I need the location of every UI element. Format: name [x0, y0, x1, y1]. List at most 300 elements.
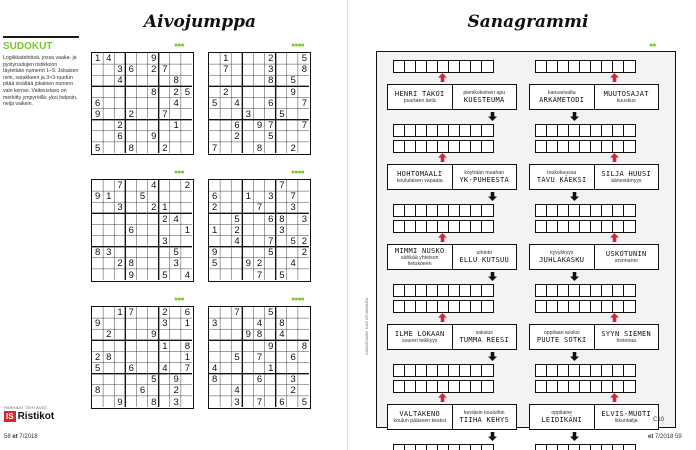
sudoku-empty-cell[interactable] [182, 236, 193, 247]
sudoku-empty-cell[interactable] [103, 64, 114, 75]
sudoku-empty-cell[interactable] [114, 318, 125, 329]
sudoku-empty-cell[interactable] [137, 397, 148, 408]
sudoku-empty-cell[interactable] [220, 374, 231, 385]
sudoku-empty-cell[interactable] [171, 236, 182, 247]
sudoku-empty-cell[interactable] [159, 120, 170, 131]
sudoku-empty-cell[interactable] [276, 120, 287, 131]
sudoku-empty-cell[interactable] [126, 341, 137, 352]
sudoku-empty-cell[interactable] [231, 109, 242, 120]
sudoku-empty-cell[interactable] [288, 120, 299, 131]
sudoku-empty-cell[interactable] [182, 143, 193, 154]
sudoku-empty-cell[interactable] [137, 329, 148, 340]
sudoku-empty-cell[interactable] [209, 236, 220, 247]
sudoku-empty-cell[interactable] [231, 87, 242, 98]
sudoku-empty-cell[interactable] [231, 329, 242, 340]
sudoku-empty-cell[interactable] [254, 191, 265, 202]
sudoku-empty-cell[interactable] [92, 270, 103, 281]
sudoku-empty-cell[interactable] [220, 329, 231, 340]
sudoku-empty-cell[interactable] [137, 259, 148, 270]
sudoku-empty-cell[interactable] [182, 214, 193, 225]
sudoku-empty-cell[interactable] [220, 363, 231, 374]
sudoku-empty-cell[interactable] [92, 120, 103, 131]
sudoku-empty-cell[interactable] [243, 225, 254, 236]
sudoku-empty-cell[interactable] [171, 64, 182, 75]
sudoku-empty-cell[interactable] [254, 132, 265, 143]
sudoku-empty-cell[interactable] [137, 307, 148, 318]
sudoku-empty-cell[interactable] [276, 259, 287, 270]
sudoku-empty-cell[interactable] [209, 120, 220, 131]
answer-boxes[interactable] [535, 140, 636, 153]
sudoku-empty-cell[interactable] [220, 132, 231, 143]
sudoku-empty-cell[interactable] [182, 202, 193, 213]
sudoku-empty-cell[interactable] [299, 202, 310, 213]
sudoku-empty-cell[interactable] [148, 341, 159, 352]
sudoku-empty-cell[interactable] [148, 270, 159, 281]
sudoku-empty-cell[interactable] [171, 341, 182, 352]
sudoku-empty-cell[interactable] [92, 87, 103, 98]
sudoku-empty-cell[interactable] [182, 329, 193, 340]
sudoku-empty-cell[interactable] [159, 132, 170, 143]
sudoku-empty-cell[interactable] [103, 386, 114, 397]
sudoku-grid[interactable] [91, 306, 194, 409]
sudoku-empty-cell[interactable] [265, 318, 276, 329]
sudoku-empty-cell[interactable] [276, 87, 287, 98]
sudoku-empty-cell[interactable] [103, 225, 114, 236]
sudoku-empty-cell[interactable] [220, 191, 231, 202]
sudoku-empty-cell[interactable] [299, 259, 310, 270]
sudoku-empty-cell[interactable] [299, 329, 310, 340]
sudoku-empty-cell[interactable] [159, 180, 170, 191]
sudoku-empty-cell[interactable] [288, 329, 299, 340]
sudoku-empty-cell[interactable] [171, 191, 182, 202]
sudoku-empty-cell[interactable] [159, 352, 170, 363]
sudoku-empty-cell[interactable] [103, 214, 114, 225]
sudoku-empty-cell[interactable] [254, 363, 265, 374]
sudoku-empty-cell[interactable] [254, 236, 265, 247]
sudoku-empty-cell[interactable] [171, 307, 182, 318]
sudoku-empty-cell[interactable] [299, 225, 310, 236]
sudoku-empty-cell[interactable] [243, 386, 254, 397]
sudoku-empty-cell[interactable] [103, 132, 114, 143]
sudoku-empty-cell[interactable] [137, 120, 148, 131]
sudoku-empty-cell[interactable] [137, 64, 148, 75]
sudoku-empty-cell[interactable] [137, 374, 148, 385]
sudoku-empty-cell[interactable] [114, 143, 125, 154]
sudoku-empty-cell[interactable] [92, 259, 103, 270]
sudoku-empty-cell[interactable] [220, 270, 231, 281]
sudoku-empty-cell[interactable] [209, 53, 220, 64]
sudoku-empty-cell[interactable] [126, 53, 137, 64]
sudoku-empty-cell[interactable] [243, 374, 254, 385]
sudoku-empty-cell[interactable] [243, 64, 254, 75]
sudoku-empty-cell[interactable] [126, 180, 137, 191]
sudoku-empty-cell[interactable] [254, 75, 265, 86]
sudoku-empty-cell[interactable] [265, 397, 276, 408]
sudoku-empty-cell[interactable] [137, 236, 148, 247]
sudoku-empty-cell[interactable] [159, 259, 170, 270]
sudoku-empty-cell[interactable] [148, 236, 159, 247]
sudoku-empty-cell[interactable] [103, 270, 114, 281]
sudoku-empty-cell[interactable] [220, 75, 231, 86]
sudoku-empty-cell[interactable] [171, 143, 182, 154]
sudoku-empty-cell[interactable] [299, 374, 310, 385]
sudoku-empty-cell[interactable] [265, 143, 276, 154]
sudoku-empty-cell[interactable] [92, 307, 103, 318]
sudoku-empty-cell[interactable] [254, 225, 265, 236]
sudoku-empty-cell[interactable] [182, 132, 193, 143]
answer-boxes[interactable] [393, 300, 494, 313]
sudoku-empty-cell[interactable] [220, 98, 231, 109]
sudoku-empty-cell[interactable] [254, 53, 265, 64]
sudoku-empty-cell[interactable] [171, 132, 182, 143]
sudoku-empty-cell[interactable] [231, 270, 242, 281]
sudoku-empty-cell[interactable] [148, 259, 159, 270]
sudoku-empty-cell[interactable] [182, 120, 193, 131]
sudoku-empty-cell[interactable] [243, 397, 254, 408]
sudoku-empty-cell[interactable] [92, 64, 103, 75]
sudoku-empty-cell[interactable] [288, 397, 299, 408]
sudoku-empty-cell[interactable] [288, 214, 299, 225]
sudoku-empty-cell[interactable] [299, 352, 310, 363]
answer-boxes[interactable] [535, 284, 636, 297]
sudoku-empty-cell[interactable] [137, 341, 148, 352]
sudoku-empty-cell[interactable] [159, 53, 170, 64]
sudoku-empty-cell[interactable] [299, 270, 310, 281]
sudoku-empty-cell[interactable] [182, 64, 193, 75]
sudoku-empty-cell[interactable] [243, 87, 254, 98]
sudoku-empty-cell[interactable] [288, 64, 299, 75]
sudoku-empty-cell[interactable] [254, 64, 265, 75]
sudoku-empty-cell[interactable] [288, 307, 299, 318]
sudoku-empty-cell[interactable] [171, 329, 182, 340]
sudoku-grid[interactable] [208, 52, 311, 155]
sudoku-grid[interactable] [208, 306, 311, 409]
sudoku-empty-cell[interactable] [114, 109, 125, 120]
sudoku-empty-cell[interactable] [137, 75, 148, 86]
sudoku-empty-cell[interactable] [137, 132, 148, 143]
sudoku-empty-cell[interactable] [231, 247, 242, 258]
sudoku-empty-cell[interactable] [254, 87, 265, 98]
sudoku-empty-cell[interactable] [231, 64, 242, 75]
sudoku-empty-cell[interactable] [159, 329, 170, 340]
sudoku-empty-cell[interactable] [220, 214, 231, 225]
sudoku-empty-cell[interactable] [254, 307, 265, 318]
sudoku-empty-cell[interactable] [220, 236, 231, 247]
sudoku-empty-cell[interactable] [276, 132, 287, 143]
answer-boxes[interactable] [535, 444, 636, 450]
sudoku-empty-cell[interactable] [92, 341, 103, 352]
sudoku-empty-cell[interactable] [299, 87, 310, 98]
sudoku-empty-cell[interactable] [243, 236, 254, 247]
sudoku-empty-cell[interactable] [182, 98, 193, 109]
sudoku-empty-cell[interactable] [148, 247, 159, 258]
sudoku-empty-cell[interactable] [288, 270, 299, 281]
sudoku-empty-cell[interactable] [288, 98, 299, 109]
sudoku-empty-cell[interactable] [148, 386, 159, 397]
sudoku-empty-cell[interactable] [220, 341, 231, 352]
sudoku-empty-cell[interactable] [220, 397, 231, 408]
sudoku-empty-cell[interactable] [209, 132, 220, 143]
sudoku-empty-cell[interactable] [114, 386, 125, 397]
sudoku-empty-cell[interactable] [92, 180, 103, 191]
sudoku-empty-cell[interactable] [243, 352, 254, 363]
sudoku-empty-cell[interactable] [126, 397, 137, 408]
sudoku-empty-cell[interactable] [137, 202, 148, 213]
sudoku-empty-cell[interactable] [171, 363, 182, 374]
sudoku-empty-cell[interactable] [299, 75, 310, 86]
sudoku-empty-cell[interactable] [126, 386, 137, 397]
sudoku-empty-cell[interactable] [137, 180, 148, 191]
sudoku-empty-cell[interactable] [114, 329, 125, 340]
sudoku-empty-cell[interactable] [288, 363, 299, 374]
answer-boxes[interactable] [535, 380, 636, 393]
sudoku-empty-cell[interactable] [254, 98, 265, 109]
sudoku-empty-cell[interactable] [182, 109, 193, 120]
sudoku-empty-cell[interactable] [114, 53, 125, 64]
sudoku-empty-cell[interactable] [103, 143, 114, 154]
sudoku-empty-cell[interactable] [126, 374, 137, 385]
sudoku-empty-cell[interactable] [265, 225, 276, 236]
sudoku-empty-cell[interactable] [148, 363, 159, 374]
sudoku-empty-cell[interactable] [148, 191, 159, 202]
sudoku-empty-cell[interactable] [265, 374, 276, 385]
sudoku-empty-cell[interactable] [137, 143, 148, 154]
sudoku-empty-cell[interactable] [243, 180, 254, 191]
sudoku-empty-cell[interactable] [231, 341, 242, 352]
sudoku-empty-cell[interactable] [209, 75, 220, 86]
sudoku-grid[interactable] [208, 179, 311, 282]
sudoku-empty-cell[interactable] [299, 132, 310, 143]
sudoku-empty-cell[interactable] [92, 397, 103, 408]
sudoku-empty-cell[interactable] [148, 318, 159, 329]
sudoku-empty-cell[interactable] [243, 318, 254, 329]
sudoku-empty-cell[interactable] [220, 225, 231, 236]
sudoku-empty-cell[interactable] [299, 363, 310, 374]
sudoku-empty-cell[interactable] [171, 270, 182, 281]
sudoku-empty-cell[interactable] [148, 75, 159, 86]
sudoku-empty-cell[interactable] [231, 191, 242, 202]
sudoku-empty-cell[interactable] [299, 386, 310, 397]
answer-boxes[interactable] [535, 204, 636, 217]
answer-boxes[interactable] [393, 124, 494, 137]
sudoku-empty-cell[interactable] [209, 329, 220, 340]
sudoku-empty-cell[interactable] [114, 352, 125, 363]
sudoku-empty-cell[interactable] [209, 270, 220, 281]
sudoku-empty-cell[interactable] [243, 270, 254, 281]
sudoku-empty-cell[interactable] [209, 214, 220, 225]
sudoku-empty-cell[interactable] [171, 318, 182, 329]
sudoku-empty-cell[interactable] [209, 307, 220, 318]
sudoku-empty-cell[interactable] [126, 191, 137, 202]
sudoku-empty-cell[interactable] [126, 214, 137, 225]
sudoku-empty-cell[interactable] [220, 143, 231, 154]
sudoku-empty-cell[interactable] [265, 180, 276, 191]
sudoku-empty-cell[interactable] [92, 202, 103, 213]
answer-boxes[interactable] [393, 284, 494, 297]
sudoku-empty-cell[interactable] [220, 318, 231, 329]
sudoku-empty-cell[interactable] [137, 318, 148, 329]
sudoku-empty-cell[interactable] [276, 341, 287, 352]
answer-boxes[interactable] [393, 444, 494, 450]
sudoku-empty-cell[interactable] [92, 374, 103, 385]
sudoku-empty-cell[interactable] [137, 225, 148, 236]
sudoku-empty-cell[interactable] [137, 109, 148, 120]
sudoku-empty-cell[interactable] [254, 214, 265, 225]
sudoku-empty-cell[interactable] [137, 247, 148, 258]
sudoku-empty-cell[interactable] [276, 247, 287, 258]
sudoku-empty-cell[interactable] [171, 352, 182, 363]
sudoku-empty-cell[interactable] [299, 307, 310, 318]
sudoku-empty-cell[interactable] [182, 191, 193, 202]
sudoku-empty-cell[interactable] [209, 180, 220, 191]
sudoku-empty-cell[interactable] [182, 53, 193, 64]
sudoku-empty-cell[interactable] [126, 236, 137, 247]
sudoku-empty-cell[interactable] [103, 307, 114, 318]
sudoku-empty-cell[interactable] [231, 143, 242, 154]
sudoku-empty-cell[interactable] [265, 87, 276, 98]
sudoku-empty-cell[interactable] [182, 75, 193, 86]
answer-boxes[interactable] [393, 380, 494, 393]
sudoku-empty-cell[interactable] [231, 318, 242, 329]
sudoku-empty-cell[interactable] [220, 307, 231, 318]
sudoku-empty-cell[interactable] [171, 202, 182, 213]
sudoku-empty-cell[interactable] [254, 386, 265, 397]
sudoku-empty-cell[interactable] [114, 374, 125, 385]
sudoku-empty-cell[interactable] [159, 386, 170, 397]
sudoku-empty-cell[interactable] [265, 259, 276, 270]
sudoku-empty-cell[interactable] [114, 87, 125, 98]
sudoku-empty-cell[interactable] [243, 132, 254, 143]
answer-boxes[interactable] [393, 364, 494, 377]
sudoku-empty-cell[interactable] [231, 259, 242, 270]
answer-boxes[interactable] [535, 124, 636, 137]
sudoku-empty-cell[interactable] [137, 87, 148, 98]
sudoku-empty-cell[interactable] [159, 191, 170, 202]
sudoku-empty-cell[interactable] [288, 53, 299, 64]
sudoku-empty-cell[interactable] [243, 214, 254, 225]
sudoku-empty-cell[interactable] [159, 397, 170, 408]
sudoku-empty-cell[interactable] [103, 120, 114, 131]
sudoku-empty-cell[interactable] [243, 202, 254, 213]
sudoku-empty-cell[interactable] [148, 143, 159, 154]
sudoku-empty-cell[interactable] [276, 202, 287, 213]
sudoku-empty-cell[interactable] [148, 214, 159, 225]
sudoku-empty-cell[interactable] [243, 247, 254, 258]
sudoku-empty-cell[interactable] [182, 259, 193, 270]
sudoku-empty-cell[interactable] [231, 363, 242, 374]
sudoku-empty-cell[interactable] [276, 98, 287, 109]
sudoku-empty-cell[interactable] [288, 247, 299, 258]
sudoku-empty-cell[interactable] [276, 363, 287, 374]
sudoku-empty-cell[interactable] [126, 247, 137, 258]
sudoku-empty-cell[interactable] [103, 75, 114, 86]
sudoku-empty-cell[interactable] [254, 341, 265, 352]
sudoku-empty-cell[interactable] [148, 352, 159, 363]
sudoku-empty-cell[interactable] [265, 386, 276, 397]
sudoku-empty-cell[interactable] [126, 98, 137, 109]
sudoku-empty-cell[interactable] [299, 191, 310, 202]
sudoku-empty-cell[interactable] [159, 87, 170, 98]
sudoku-empty-cell[interactable] [265, 109, 276, 120]
sudoku-empty-cell[interactable] [276, 75, 287, 86]
sudoku-empty-cell[interactable] [209, 352, 220, 363]
sudoku-empty-cell[interactable] [103, 363, 114, 374]
sudoku-empty-cell[interactable] [276, 53, 287, 64]
sudoku-empty-cell[interactable] [148, 109, 159, 120]
sudoku-empty-cell[interactable] [114, 341, 125, 352]
sudoku-empty-cell[interactable] [220, 180, 231, 191]
sudoku-empty-cell[interactable] [159, 75, 170, 86]
sudoku-empty-cell[interactable] [114, 191, 125, 202]
sudoku-empty-cell[interactable] [265, 352, 276, 363]
sudoku-empty-cell[interactable] [288, 225, 299, 236]
sudoku-empty-cell[interactable] [220, 259, 231, 270]
sudoku-empty-cell[interactable] [103, 236, 114, 247]
sudoku-empty-cell[interactable] [288, 318, 299, 329]
sudoku-empty-cell[interactable] [126, 120, 137, 131]
sudoku-empty-cell[interactable] [137, 352, 148, 363]
sudoku-empty-cell[interactable] [171, 109, 182, 120]
sudoku-empty-cell[interactable] [92, 225, 103, 236]
sudoku-empty-cell[interactable] [92, 75, 103, 86]
sudoku-empty-cell[interactable] [126, 352, 137, 363]
sudoku-empty-cell[interactable] [103, 202, 114, 213]
sudoku-empty-cell[interactable] [171, 180, 182, 191]
sudoku-empty-cell[interactable] [126, 318, 137, 329]
sudoku-empty-cell[interactable] [182, 386, 193, 397]
sudoku-empty-cell[interactable] [103, 87, 114, 98]
sudoku-empty-cell[interactable] [231, 53, 242, 64]
sudoku-empty-cell[interactable] [276, 236, 287, 247]
sudoku-empty-cell[interactable] [171, 53, 182, 64]
sudoku-empty-cell[interactable] [159, 374, 170, 385]
sudoku-empty-cell[interactable] [288, 132, 299, 143]
answer-boxes[interactable] [535, 300, 636, 313]
sudoku-empty-cell[interactable] [182, 397, 193, 408]
sudoku-empty-cell[interactable] [220, 109, 231, 120]
sudoku-empty-cell[interactable] [231, 75, 242, 86]
sudoku-empty-cell[interactable] [209, 386, 220, 397]
sudoku-empty-cell[interactable] [220, 202, 231, 213]
sudoku-empty-cell[interactable] [299, 109, 310, 120]
sudoku-empty-cell[interactable] [243, 120, 254, 131]
sudoku-empty-cell[interactable] [276, 386, 287, 397]
sudoku-empty-cell[interactable] [254, 247, 265, 258]
sudoku-empty-cell[interactable] [288, 109, 299, 120]
sudoku-empty-cell[interactable] [209, 397, 220, 408]
sudoku-empty-cell[interactable] [209, 64, 220, 75]
sudoku-grid[interactable] [91, 179, 194, 282]
sudoku-empty-cell[interactable] [220, 247, 231, 258]
sudoku-empty-cell[interactable] [243, 307, 254, 318]
answer-boxes[interactable] [393, 140, 494, 153]
sudoku-empty-cell[interactable] [243, 363, 254, 374]
sudoku-empty-cell[interactable] [276, 64, 287, 75]
sudoku-empty-cell[interactable] [276, 307, 287, 318]
sudoku-empty-cell[interactable] [276, 191, 287, 202]
sudoku-empty-cell[interactable] [114, 98, 125, 109]
sudoku-empty-cell[interactable] [103, 98, 114, 109]
sudoku-empty-cell[interactable] [209, 341, 220, 352]
sudoku-empty-cell[interactable] [126, 329, 137, 340]
sudoku-empty-cell[interactable] [220, 120, 231, 131]
sudoku-empty-cell[interactable] [243, 98, 254, 109]
sudoku-empty-cell[interactable] [137, 214, 148, 225]
sudoku-empty-cell[interactable] [148, 225, 159, 236]
sudoku-empty-cell[interactable] [182, 374, 193, 385]
sudoku-empty-cell[interactable] [114, 270, 125, 281]
sudoku-empty-cell[interactable] [137, 98, 148, 109]
